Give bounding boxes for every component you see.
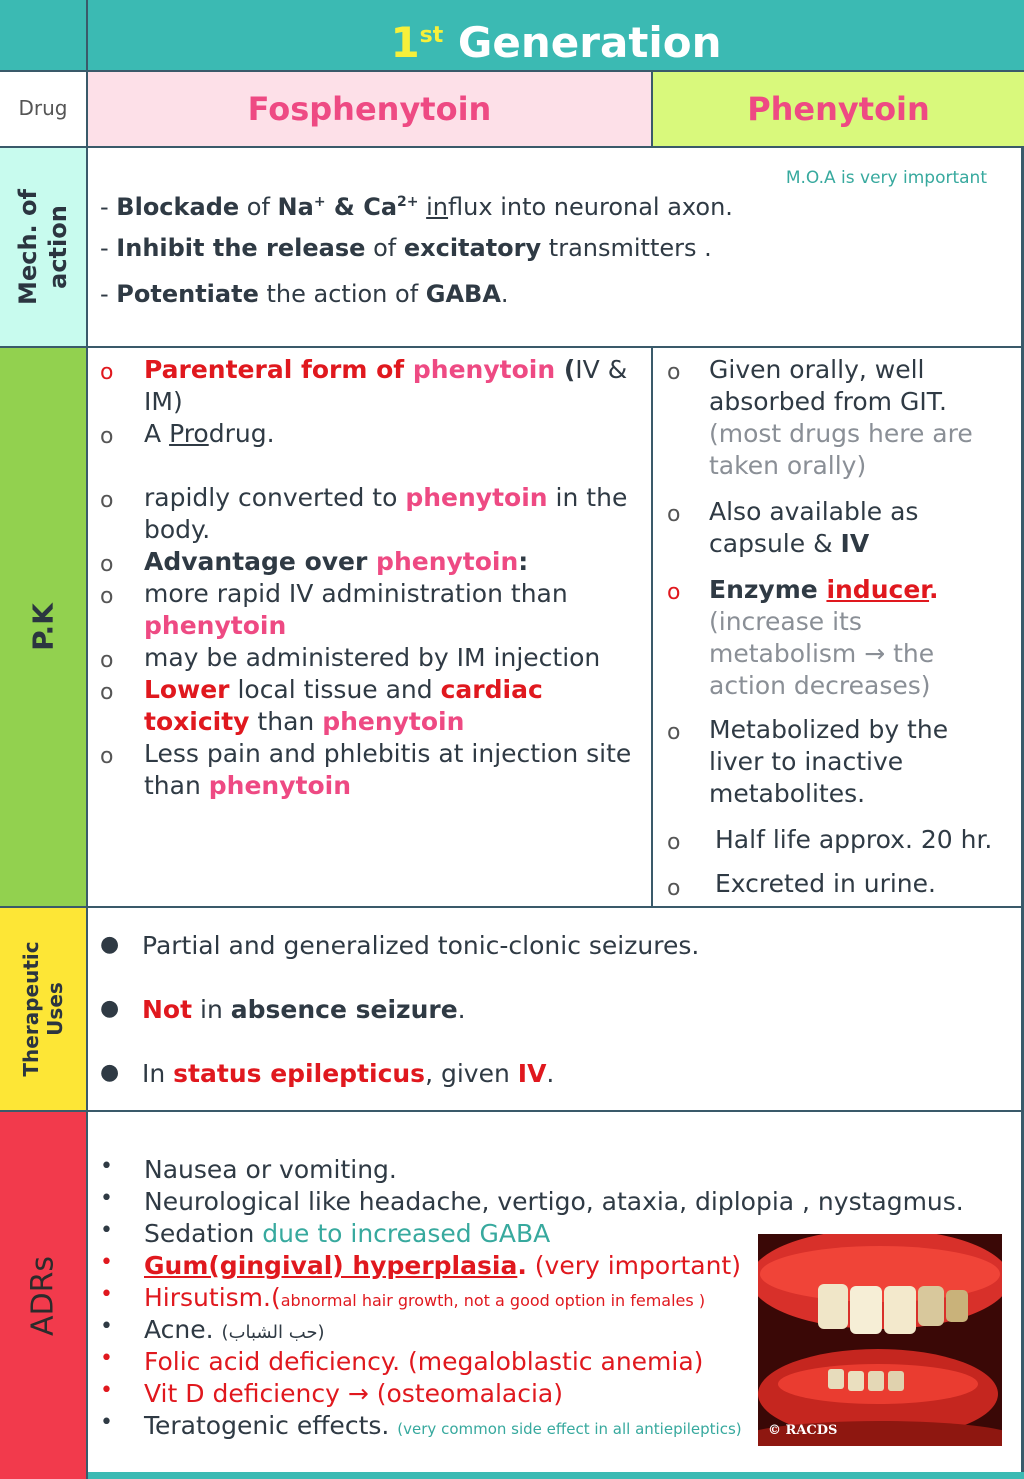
pk-l-item-2: A Prodrug. (144, 419, 275, 448)
pk-r-item-2: Also available as capsule & IV (709, 497, 919, 558)
gum-photo-illustration (758, 1234, 1002, 1446)
pk-l-bullet: o (100, 680, 114, 705)
moa-l1-blockade: Blockade (116, 193, 240, 221)
pk-l-bullet: o (100, 744, 114, 769)
adrs-bullet: • (100, 1410, 113, 1435)
adrs-bullet: • (100, 1186, 113, 1211)
moa-l3-end: . (500, 280, 509, 308)
drug1-cell (88, 72, 653, 148)
adrs-bullet: • (100, 1154, 113, 1179)
pk-l-item-3: rapidly converted to phenytoin in the body. (144, 483, 628, 544)
moa-l3-mid: the action of (258, 280, 426, 308)
adrs-bullet: • (100, 1282, 113, 1307)
adrs-item-7: Folic acid deficiency. (megaloblastic anemia) (144, 1347, 704, 1376)
pk-r-bullet: o (667, 580, 681, 605)
moa-line-2 (100, 232, 712, 264)
pk-l-item-6: may be administered by IM injection (144, 643, 601, 672)
moa-l1-na: Na (277, 193, 314, 221)
pk-fosphenytoin-cell (88, 348, 653, 908)
pk-r-item-4: Metabolized by the liver to inactive metabolites. (709, 715, 949, 808)
pk-r-bullet: o (667, 720, 681, 745)
uses-label-line2: Uses (43, 982, 67, 1036)
adrs-item-9: Teratogenic effects. (very common side effect in all antiepileptics) (144, 1411, 742, 1440)
uses-label-cell (0, 908, 88, 1112)
pk-r-item-1: Given orally, well absorbed from GIT.(most drugs here are taken orally) (709, 355, 973, 480)
drug1-name: Fosphenytoin (247, 90, 492, 128)
title-number: 1 (390, 18, 420, 67)
uses-bullet: ● (100, 932, 120, 957)
photo-credit: © RACDS (768, 1423, 838, 1438)
pk-l-bullet: o (100, 424, 114, 449)
moa-l1-of: of (239, 193, 278, 221)
adrs-item-3: Sedation due to increased GABA (144, 1219, 551, 1248)
moa-l1-sup2: 2+ (397, 194, 419, 210)
uses-label-line1: Therapeutic (19, 941, 43, 1077)
moa-l1-dash: - (100, 193, 117, 221)
title-sup: st (419, 23, 444, 48)
pk-r-bullet: o (667, 876, 681, 901)
moa-line-1 (100, 186, 733, 223)
footer-bar (88, 1472, 1024, 1479)
moa-l1-in: in (426, 193, 449, 221)
pk-r-bullet: o (667, 830, 681, 855)
uses-item-1: Partial and generalized tonic-clonic seizures. (142, 931, 700, 960)
moa-l2-inhibit: Inhibit the release (116, 234, 366, 262)
pk-r-item-5: Half life approx. 20 hr. (715, 825, 993, 854)
pk-l-item-5: more rapid IV administration than phenytoin (144, 579, 568, 640)
moa-l1-ca: & Ca (325, 193, 398, 221)
adrs-bullet: • (100, 1218, 113, 1243)
moa-l3-potentiate: Potentiate (116, 280, 259, 308)
pk-label: P.K (26, 603, 60, 651)
pk-l-bullet: o (100, 648, 114, 673)
drug2-name: Phenytoin (747, 90, 930, 128)
pk-l-item-8: Less pain and phlebitis at injection site than phenytoin (144, 739, 632, 800)
adrs-bullet: • (100, 1250, 113, 1275)
page-title (88, 10, 1024, 69)
drug2-cell (653, 72, 1024, 148)
adrs-bullet: • (100, 1346, 113, 1371)
pk-l-bullet: o (100, 584, 114, 609)
pk-r-bullet: o (667, 360, 681, 385)
moa-l1-sup1: + (313, 194, 326, 210)
adrs-label: ADRs (25, 1255, 61, 1336)
uses-bullet: ● (100, 1060, 120, 1085)
header-title-cell (88, 0, 1024, 72)
moa-content-cell (88, 148, 1024, 348)
moa-label-cell (0, 148, 88, 348)
uses-item-3: In status epilepticus, given IV. (142, 1059, 555, 1088)
moa-label (13, 189, 73, 305)
pk-l-bullet: o (100, 488, 114, 513)
gum-hyperplasia-photo (758, 1234, 1002, 1446)
moa-l1-rest: flux into neuronal axon. (448, 193, 733, 221)
adrs-label-cell (0, 1112, 88, 1479)
uses-item-2: Not in absence seizure. (142, 995, 466, 1024)
moa-label-line1: Mech. of (14, 189, 42, 305)
adrs-content-cell (88, 1112, 1024, 1472)
pk-label-cell (0, 348, 88, 908)
pk-r-item-6: Excreted in urine. (715, 869, 936, 898)
title-text: Generation (443, 18, 722, 67)
pk-phenytoin-cell (653, 348, 1024, 908)
drug-label-cell (0, 72, 88, 148)
pk-l-item-1: Parenteral form of phenytoin (IV & IM) (144, 355, 628, 416)
moa-l2-of: of (365, 234, 404, 262)
adrs-item-5: Hirsutism.(abnormal hair growth, not a good option in females ) (144, 1283, 706, 1312)
moa-l3-gaba: GABA (425, 280, 501, 308)
moa-label-line2: action (44, 205, 72, 289)
adrs-item-2: Neurological like headache, vertigo, ataxia, diplopia , nystagmus. (144, 1187, 964, 1216)
adrs-item-1: Nausea or vomiting. (144, 1155, 397, 1184)
moa-l2-excitatory: excitatory (403, 234, 542, 262)
pk-l-item-7: Lower local tissue and cardiac toxicity than phenytoin (144, 675, 543, 736)
pk-r-item-3: Enzyme inducer. (increase its metabolism → the action decreases) (709, 575, 939, 700)
pk-l-bullet: o (100, 360, 114, 385)
adrs-bullet: • (100, 1314, 113, 1339)
moa-l3-dash: - (100, 280, 117, 308)
pk-r-bullet: o (667, 502, 681, 527)
moa-note: M.O.A is very important (785, 168, 987, 188)
adrs-item-6: Acne. (حب الشباب) (144, 1315, 325, 1344)
adrs-item-8: Vit D deficiency → (osteomalacia) (144, 1379, 563, 1408)
header-corner (0, 0, 88, 72)
uses-label (19, 941, 67, 1076)
adrs-bullet: • (100, 1378, 113, 1403)
uses-content-cell (88, 908, 1024, 1112)
adrs-item-4: Gum(gingival) hyperplasia. (very important) (144, 1251, 741, 1280)
pk-l-item-4: Advantage over phenytoin: (144, 547, 529, 576)
pk-l-bullet: o (100, 552, 114, 577)
moa-l2-rest: transmitters . (541, 234, 712, 262)
moa-line-3 (100, 278, 509, 310)
moa-l1-space (419, 193, 427, 221)
moa-l2-dash: - (100, 234, 117, 262)
drug-label: Drug (18, 96, 68, 120)
uses-bullet: ● (100, 996, 120, 1021)
